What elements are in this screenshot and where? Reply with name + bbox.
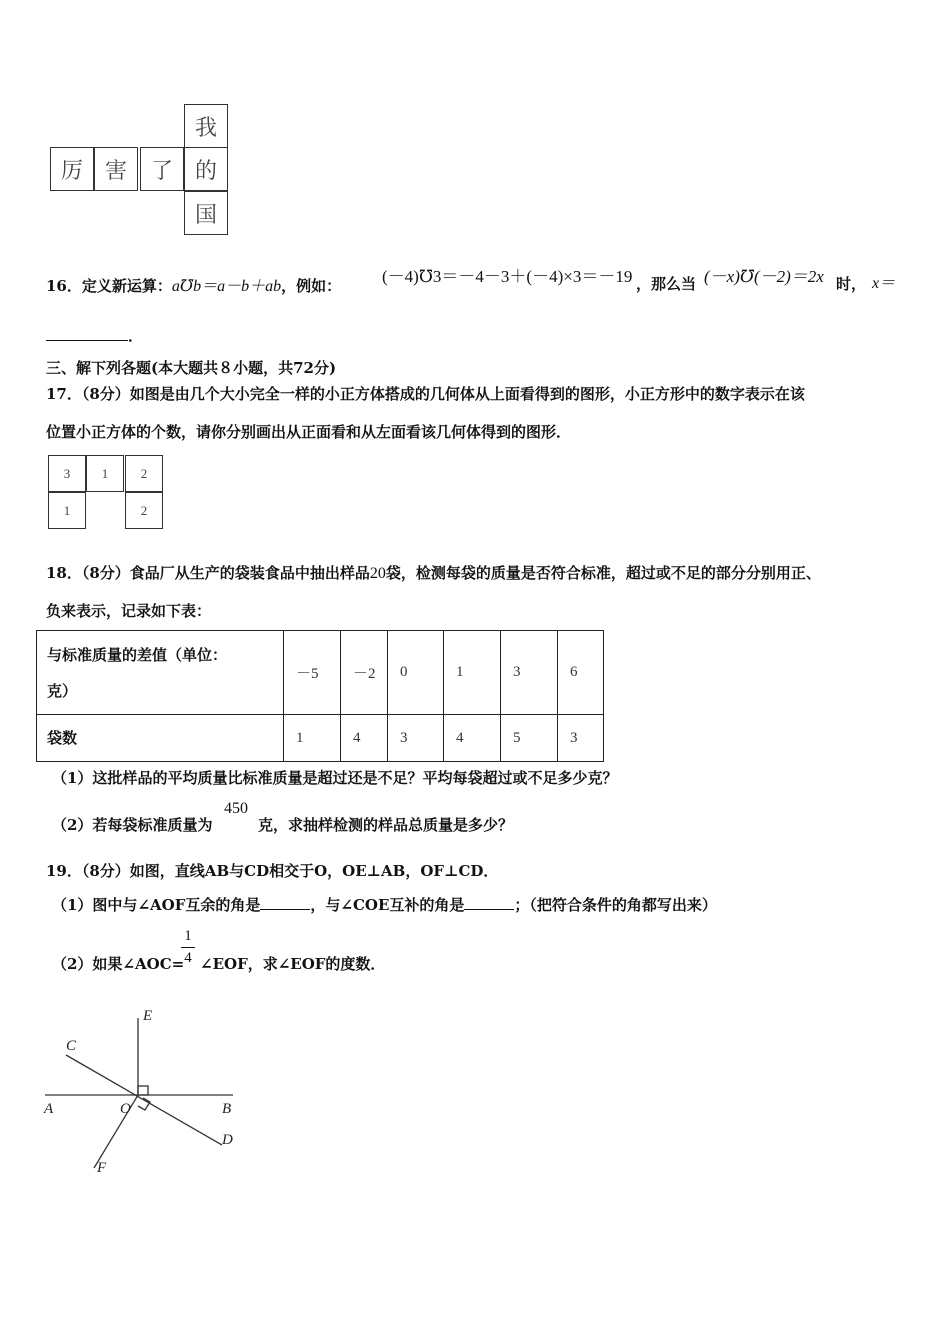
label-c: C (66, 1038, 77, 1054)
q18-line1-b: 袋，检测每袋的质量是否符合标准，超过或不足的部分分别用正、 (385, 564, 821, 582)
q18-standard-mass: 450 (224, 800, 248, 817)
right-angle-mark-e (138, 1086, 148, 1095)
q18-sample-count: 20 (369, 565, 386, 582)
net-cell: 厉 (50, 147, 94, 191)
grid-cell: 1 (86, 455, 124, 492)
ray-of (94, 1095, 138, 1168)
q19-sub2-b: ∠EOF，求∠EOF的度数． (200, 955, 386, 973)
net-cell: 的 (184, 147, 228, 191)
q18-line2: 负来表示，记录如下表： (46, 602, 212, 620)
q16-definition: a℧b＝a－b＋ab (171, 278, 282, 295)
label-d: D (222, 1132, 233, 1148)
table-cell: －2 (341, 631, 388, 715)
header-line: 克） (47, 681, 78, 700)
label-a: A (44, 1101, 54, 1117)
q16-x-eq: x＝ (872, 275, 896, 292)
table-cell: －5 (284, 631, 341, 715)
fraction-denominator: 4 (184, 950, 192, 966)
fraction-numerator: 1 (184, 928, 192, 944)
line-cd (66, 1055, 222, 1145)
q16-then: ，那么当 (636, 275, 697, 293)
table-cell: 3 (558, 715, 604, 762)
net-cell: 了 (140, 147, 184, 191)
q16-example-label: ，例如： (281, 277, 342, 295)
table-cell: 3 (501, 631, 558, 715)
q19-sub1-c: ；（把符合条件的角都写出来） (514, 896, 717, 914)
label-o: O (120, 1101, 131, 1117)
net-cell: 我 (184, 104, 228, 148)
section-heading: 三、解下列各题(本大题共８小题，共72分) (46, 359, 337, 377)
q19-sub1-a: （1）图中与∠AOF互余的角是 (52, 896, 261, 914)
q18-sub1: （1）这批样品的平均质量比标准质量是超过还是不足？平均每袋超过或不足多少克？ (52, 769, 618, 787)
q19-line1: 19．（8分）如图，直线AB与CD相交于O，OE⊥AB，OF⊥CD． (46, 862, 499, 880)
label-e: E (143, 1008, 153, 1024)
table-cell: 4 (444, 715, 501, 762)
q16-period: ． (128, 327, 144, 345)
grid-cell: 2 (125, 455, 163, 492)
q16-label: 16．定义新运算： (46, 277, 172, 295)
table-cell: 5 (501, 715, 558, 762)
q19-sub1-b: ，与∠COE互补的角是 (310, 896, 465, 914)
label-b: B (222, 1101, 232, 1117)
net-cell: 害 (94, 147, 138, 191)
grid-cell: 2 (125, 492, 163, 529)
label-f: F (97, 1160, 107, 1176)
table-header-cell: 袋数 (37, 715, 284, 762)
grid-cell: 3 (48, 455, 86, 492)
table-cell: 1 (444, 631, 501, 715)
q18-line1-a: 18．（8分）食品厂从生产的袋装食品中抽出样品 (46, 564, 370, 582)
q16-condition: (－x)℧(－2)＝2x (704, 267, 824, 286)
table-cell: 1 (284, 715, 341, 762)
q19-sub2-a: （2）如果∠AOC= (52, 955, 185, 973)
table-cell: 4 (341, 715, 388, 762)
table-cell: 3 (388, 715, 444, 762)
table-cell: 0 (388, 631, 444, 715)
q17-line1: 17．（8分）如图是由几个大小完全一样的小正方体搭成的几何体从上面看得到的图形，小正方形中的数字表示在该 (46, 385, 805, 403)
table-cell: 6 (558, 631, 604, 715)
q17-line2: 位置小正方体的个数，请你分别画出从正面看和从左面看该几何体得到的图形． (46, 423, 572, 441)
header-line: 与标准质量的差值（单位： (47, 645, 228, 664)
grid-cell: 1 (48, 492, 86, 529)
q18-sub2-b: 克，求抽样检测的样品总质量是多少？ (258, 816, 514, 834)
q16-example: (－4)℧3＝－4－3＋(－4)×3＝－19 (382, 267, 633, 286)
q16-when: 时， (836, 275, 867, 293)
net-cell: 国 (184, 191, 228, 235)
q18-sub2-a: （2）若每袋标准质量为 (52, 816, 213, 834)
